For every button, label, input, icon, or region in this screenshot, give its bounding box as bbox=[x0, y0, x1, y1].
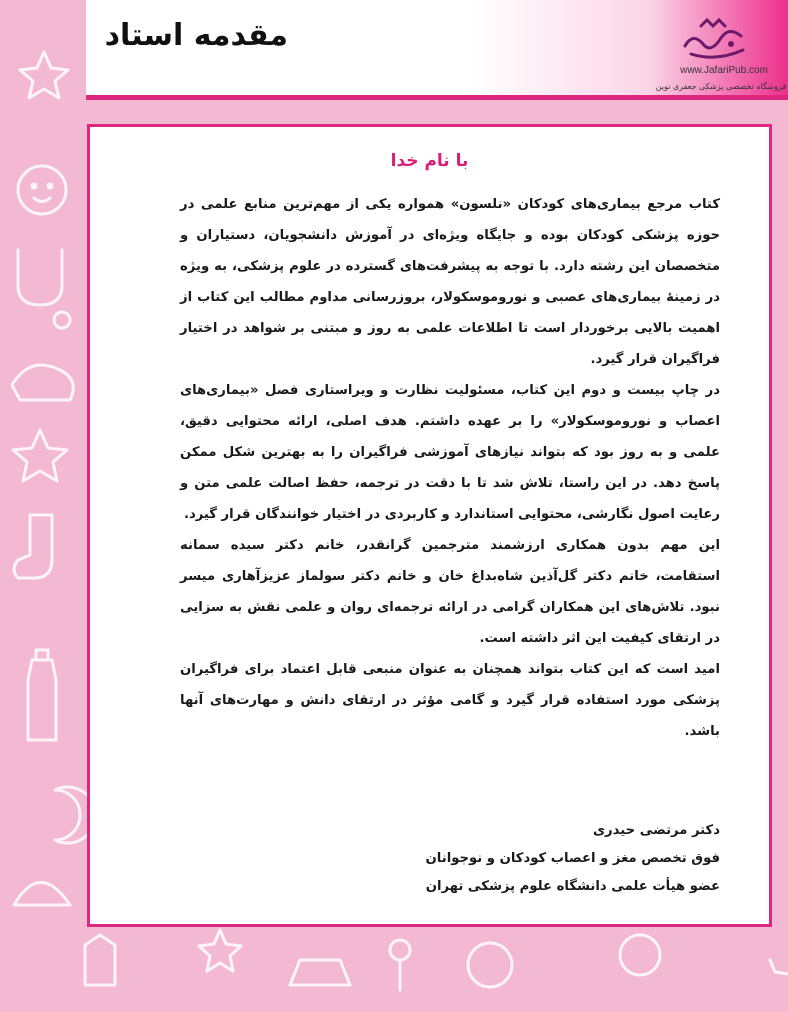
logo-url: www.JafariPub.com bbox=[680, 65, 768, 76]
hat-icon bbox=[14, 883, 70, 906]
content-heading: با نام خدا bbox=[390, 151, 469, 171]
star-icon-4 bbox=[770, 960, 788, 974]
bottle-icon bbox=[28, 660, 56, 740]
publisher-logo bbox=[651, 14, 787, 94]
star-icon bbox=[20, 52, 68, 98]
paragraph-3: این مهم بدون همکاری ارزشمند مترجمین گرانقدر، خانم دکتر سیده سمانه استقامت، خانم دکتر گل‌آذین شاه‌بداغ خان و خانم دکتر سولماز عزیزآهاری میسر نبود. تلاش‌های این همکاران گرامی در ارائه ترجمه‌ای روان و علمی نقش به سزایی در ارتقای کیفیت این اثر داشته است. bbox=[180, 538, 720, 646]
star-icon-2 bbox=[13, 430, 67, 481]
sock-icon bbox=[14, 515, 52, 578]
logo-subtitle: فروشگاه تخصصی پزشکی جعفری نوین bbox=[655, 82, 787, 91]
baby-face-icon-3 bbox=[620, 935, 660, 975]
paragraph-4: امید است که این کتاب بتواند همچنان به عنوان منبعی قابل اعتماد برای فراگیران پزشکی مورد استفاده قرار گیرد و گامی مؤثر در ارتقای دانش و مهارت‌های آنها باشد. bbox=[180, 662, 720, 739]
signature-affiliation: عضو هیأت علمی دانشگاه علوم پزشکی تهران bbox=[425, 879, 720, 894]
preface-body bbox=[180, 189, 720, 747]
page-header bbox=[86, 0, 788, 100]
stethoscope-icon bbox=[18, 250, 62, 305]
shoe-icon bbox=[290, 960, 350, 985]
signature-title: فوق تخصص مغز و اعصاب کودکان و نوجوانان bbox=[425, 851, 720, 866]
rattle-icon bbox=[390, 940, 410, 990]
content-box bbox=[87, 124, 772, 927]
paragraph-2: در چاپ بیست و دوم این کتاب، مسئولیت نظارت و ویراستاری فصل «بیماری‌های اعصاب و نوروموسکولار» را بر عهده داشتم. هدف اصلی، ارائه محتوایی دقیق، علمی و به روز بود که بتواند نیازهای آموزشی فراگیران را به بهترین شکل ممکن پاسخ دهد. در این راستا، تلاش شد تا با دقت در ترجمه، حفظ اصالت علمی متن و رعایت اصول نگارشی، محتوایی استاندارد و کاربردی در اختیار خوانندگان قرار گیرد. bbox=[180, 383, 720, 522]
signature-name: دکتر مرتضی حیدری bbox=[592, 823, 720, 838]
jafari-logo-icon bbox=[681, 14, 751, 62]
sleeping-baby-icon bbox=[12, 365, 73, 400]
star-icon-3 bbox=[199, 930, 241, 971]
paragraph-1: کتاب مرجع بیماری‌های کودکان «نلسون» همواره یکی از مهم‌ترین منابع علمی در حوزه پزشکی کودکان بوده و جایگاه ویژه‌ای در آموزش دانشجویان، دستیاران و متخصصان این رشته دارد. با توجه به پیشرفت‌های گسترده در علوم پزشکی، به ویژه در زمینهٔ بیماری‌های عصبی و نوروموسکولار، بروزرسانی مداوم مطالب این کتاب از اهمیت بالایی برخوردار است تا اطلاعات علمی به روز و مبتنی بر شواهد در اختیار فراگیران قرار گیرد. bbox=[180, 197, 720, 367]
onesie-icon bbox=[85, 935, 115, 985]
baby-face-icon bbox=[18, 166, 66, 214]
signature-block bbox=[180, 817, 720, 901]
baby-face-icon-2 bbox=[468, 943, 512, 987]
page-title: مقدمه استاد bbox=[104, 18, 288, 53]
